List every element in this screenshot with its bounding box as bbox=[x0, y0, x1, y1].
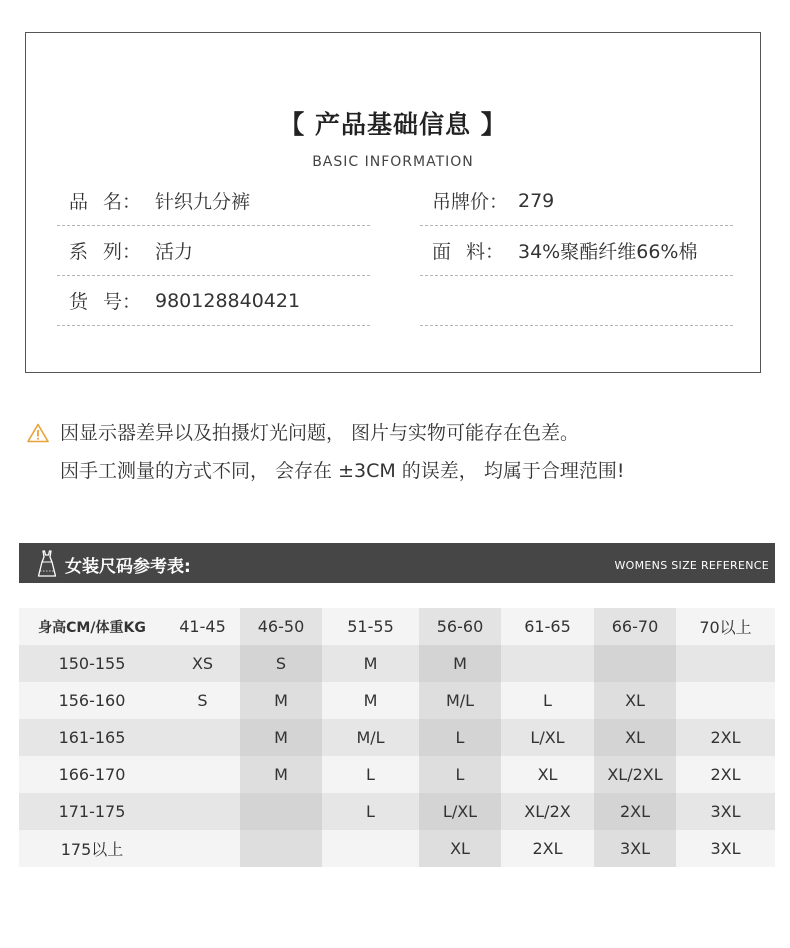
size-cell bbox=[501, 645, 594, 682]
size-chart-reference: WOMENS SIZE REFERENCE bbox=[614, 559, 769, 572]
product-info-subtitle: BASIC INFORMATION bbox=[312, 154, 474, 170]
size-cell: M/L bbox=[419, 682, 501, 719]
table-row bbox=[19, 645, 775, 682]
notice-line-2: 因手工测量的方式不同， 会存在 ±3CM 的误差， 均属于合理范围! bbox=[60, 460, 625, 482]
size-chart-title: 女装尺码参考表: bbox=[65, 557, 191, 577]
field-value: 980128840421 bbox=[155, 289, 301, 312]
field-empty bbox=[420, 276, 733, 326]
size-cell: M bbox=[322, 682, 419, 719]
weight-header: 66-70 bbox=[594, 608, 676, 645]
size-cell: XL/2X bbox=[501, 793, 594, 830]
size-cell bbox=[165, 756, 240, 793]
size-cell: M bbox=[240, 719, 322, 756]
size-cell: M bbox=[322, 645, 419, 682]
field-tag-price bbox=[420, 176, 733, 226]
height-cell: 150-155 bbox=[19, 645, 165, 682]
size-cell bbox=[165, 830, 240, 867]
height-cell: 166-170 bbox=[19, 756, 165, 793]
size-cell: M bbox=[240, 756, 322, 793]
table-row bbox=[19, 682, 775, 719]
size-cell: L bbox=[419, 719, 501, 756]
weight-header: 56-60 bbox=[419, 608, 501, 645]
notice-line-1: 因显示器差异以及拍摄灯光问题， 图片与实物可能存在色差。 bbox=[60, 422, 580, 444]
dress-icon bbox=[37, 550, 57, 578]
size-cell: S bbox=[240, 645, 322, 682]
size-cell: 2XL bbox=[594, 793, 676, 830]
size-cell: XL/2XL bbox=[594, 756, 676, 793]
table-row bbox=[19, 793, 775, 830]
weight-header: 41-45 bbox=[165, 608, 240, 645]
size-cell bbox=[165, 719, 240, 756]
size-cell: 3XL bbox=[676, 793, 775, 830]
size-cell: L bbox=[322, 793, 419, 830]
size-cell: 3XL bbox=[676, 830, 775, 867]
field-label: 吊 牌 价： bbox=[432, 191, 509, 213]
field-label: 面 料： bbox=[432, 241, 504, 263]
field-series bbox=[57, 226, 370, 276]
field-value: 活力 bbox=[155, 241, 194, 263]
height-cell: 161-165 bbox=[19, 719, 165, 756]
field-label: 货 号： bbox=[69, 291, 141, 313]
size-cell: L/XL bbox=[501, 719, 594, 756]
size-cell: 2XL bbox=[676, 756, 775, 793]
weight-header: 70以上 bbox=[676, 608, 775, 645]
product-info-box bbox=[25, 32, 761, 373]
size-cell: 2XL bbox=[676, 719, 775, 756]
product-info-title: 【 产品基础信息 】 bbox=[279, 110, 507, 139]
size-cell bbox=[676, 645, 775, 682]
height-cell: 156-160 bbox=[19, 682, 165, 719]
field-value: 34%聚酯纤维66%棉 bbox=[518, 241, 698, 263]
size-cell: M bbox=[240, 682, 322, 719]
size-cell: XL bbox=[594, 682, 676, 719]
size-cell: XL bbox=[501, 756, 594, 793]
size-cell: XL bbox=[419, 830, 501, 867]
table-row bbox=[19, 756, 775, 793]
weight-header: 51-55 bbox=[322, 608, 419, 645]
size-cell: XS bbox=[165, 645, 240, 682]
size-cell bbox=[594, 645, 676, 682]
field-label: 系 列： bbox=[69, 241, 141, 263]
size-cell bbox=[165, 793, 240, 830]
size-table bbox=[19, 608, 775, 867]
size-cell: L bbox=[419, 756, 501, 793]
size-cell: M bbox=[419, 645, 501, 682]
field-value: 针织九分裤 bbox=[155, 191, 251, 213]
height-cell: 171-175 bbox=[19, 793, 165, 830]
warning-triangle-icon bbox=[27, 423, 49, 443]
corner-label: 身高CM/体重KG bbox=[19, 608, 165, 645]
weight-header: 61-65 bbox=[501, 608, 594, 645]
size-cell: S bbox=[165, 682, 240, 719]
field-label: 品 名： bbox=[69, 191, 141, 213]
field-fabric bbox=[420, 226, 733, 276]
table-row bbox=[19, 830, 775, 867]
weight-header: 46-50 bbox=[240, 608, 322, 645]
field-product-name bbox=[57, 176, 370, 226]
size-cell: L/XL bbox=[419, 793, 501, 830]
field-value: 279 bbox=[518, 189, 555, 212]
size-cell bbox=[240, 793, 322, 830]
size-cell: L bbox=[501, 682, 594, 719]
size-cell: XL bbox=[594, 719, 676, 756]
size-cell: L bbox=[322, 756, 419, 793]
field-item-number bbox=[57, 276, 370, 326]
size-table-header-row bbox=[19, 608, 775, 645]
size-chart-header bbox=[19, 543, 775, 583]
height-cell: 175以上 bbox=[19, 830, 165, 867]
size-cell bbox=[240, 830, 322, 867]
size-cell: 3XL bbox=[594, 830, 676, 867]
size-cell bbox=[322, 830, 419, 867]
size-cell bbox=[676, 682, 775, 719]
size-cell: 2XL bbox=[501, 830, 594, 867]
size-cell: M/L bbox=[322, 719, 419, 756]
table-row bbox=[19, 719, 775, 756]
